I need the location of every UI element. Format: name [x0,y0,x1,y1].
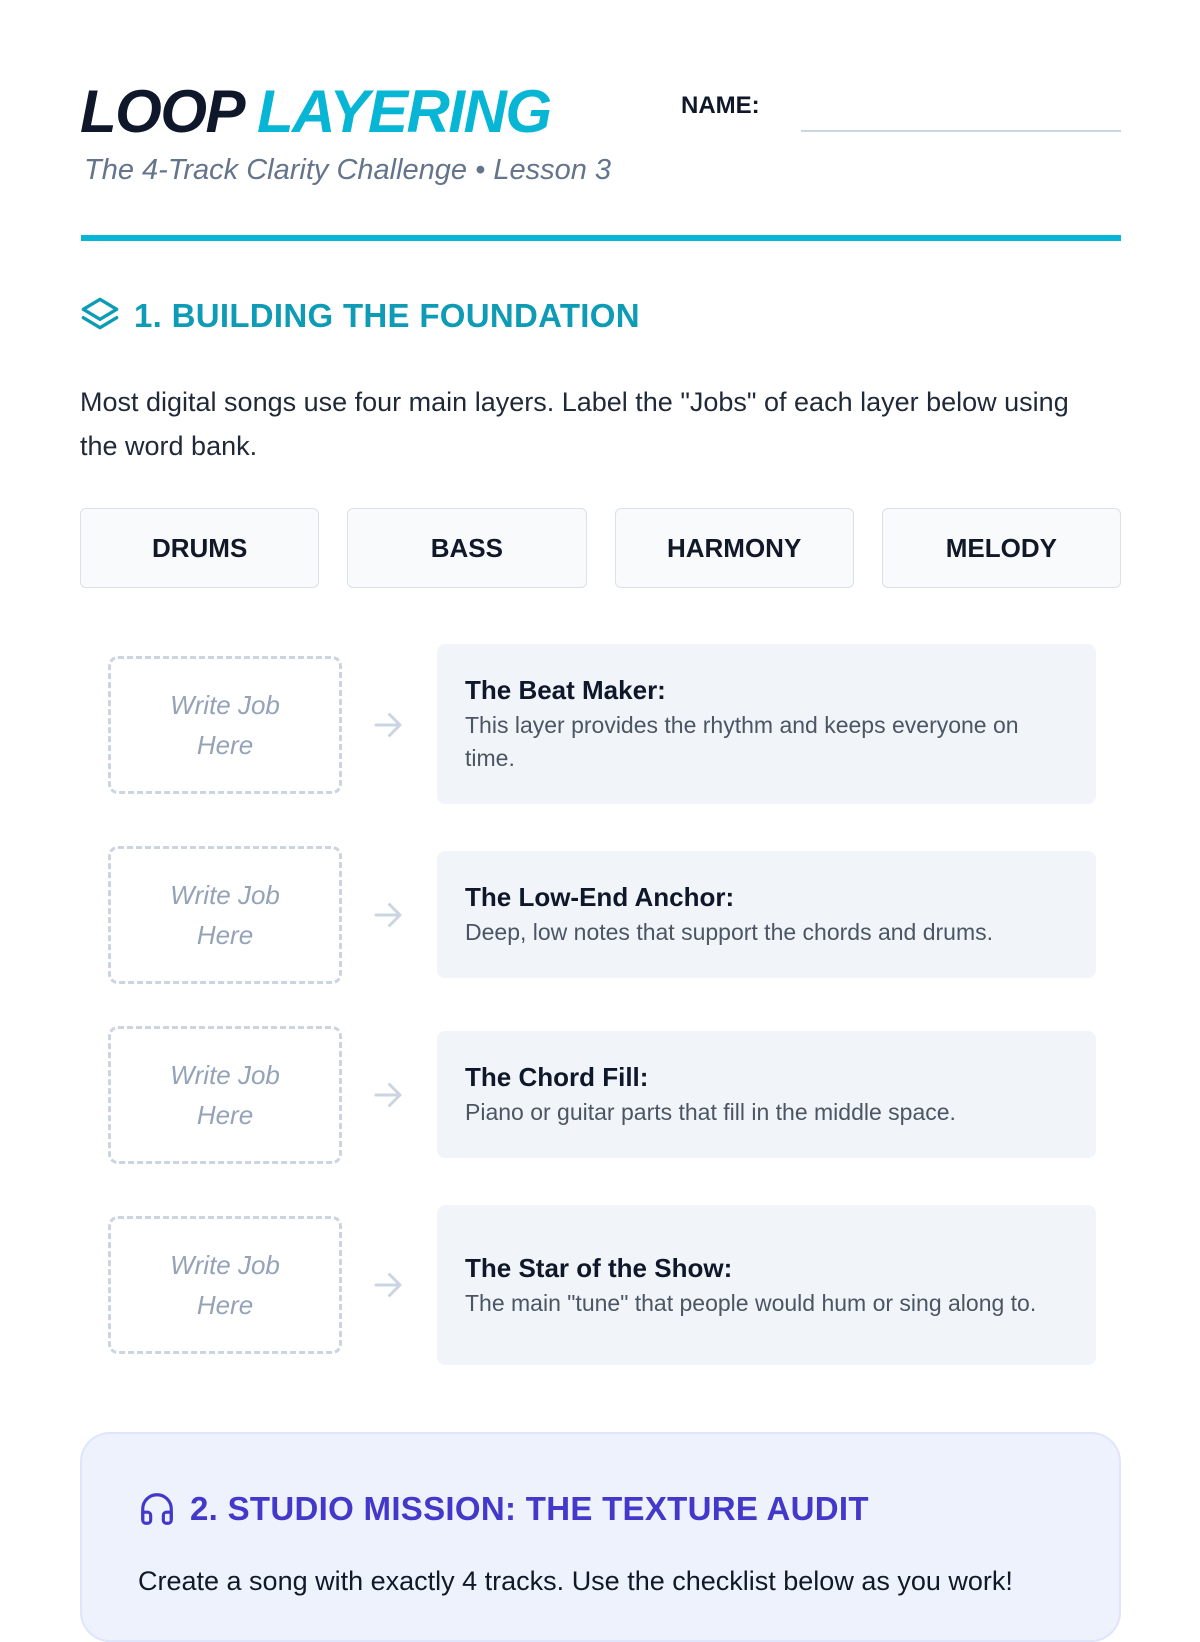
section1-intro: Most digital songs use four main layers. Label the "Jobs" of each layer below using the word bank. [80,387,1069,461]
section1-header [80,296,640,336]
layer-description-card [437,644,1096,804]
layer-description-card [437,851,1096,978]
headphones-icon [138,1490,176,1528]
arrow-right-icon [370,897,406,933]
job-answer-box[interactable]: Write Job Here [108,1216,342,1354]
job-answer-box[interactable]: Write Job Here [108,656,342,794]
job-answer-box[interactable]: Write Job Here [108,1026,342,1164]
arrow-right-icon [370,1267,406,1303]
page-title [80,76,551,148]
word-bank-chip: DRUMS [80,508,319,588]
word-bank [80,508,1121,588]
layer-description: The main "tune" that people would hum or sing along to. [465,1289,1037,1316]
layer-description-card [437,1205,1096,1365]
page-subtitle: The 4-Track Clarity Challenge • Lesson 3 [84,154,612,186]
studio-mission-panel [80,1432,1121,1642]
section2-header [138,1490,869,1528]
section2-heading: 2. STUDIO MISSION: THE TEXTURE AUDIT [190,1490,869,1527]
header-divider [81,235,1121,241]
layer-description: This layer provides the rhythm and keeps everyone on time. [465,712,1019,771]
title-part-loop: LOOP [80,78,242,145]
name-label: NAME: [681,92,760,119]
word-bank-chip: HARMONY [615,508,854,588]
arrow-right-icon [370,707,406,743]
layer-description: Piano or guitar parts that fill in the middle space. [465,1099,956,1125]
section1-heading: 1. BUILDING THE FOUNDATION [134,297,640,334]
title-part-layering: LAYERING [256,78,551,145]
layer-title: The Beat Maker: [465,675,666,705]
layers-icon [80,296,120,336]
word-bank-chip: MELODY [882,508,1121,588]
word-bank-chip: BASS [347,508,586,588]
layer-title: The Star of the Show: [465,1252,733,1283]
section2-instructions: Create a song with exactly 4 tracks. Use the checklist below as you work! [138,1566,1013,1596]
layer-description: Deep, low notes that support the chords and drums. [465,919,994,945]
layer-description-card [437,1031,1096,1158]
layer-title: The Low-End Anchor: [465,882,735,912]
arrow-right-icon [370,1077,406,1113]
name-input-line[interactable] [801,130,1121,132]
job-answer-box[interactable]: Write Job Here [108,846,342,984]
layer-title: The Chord Fill: [465,1062,649,1092]
